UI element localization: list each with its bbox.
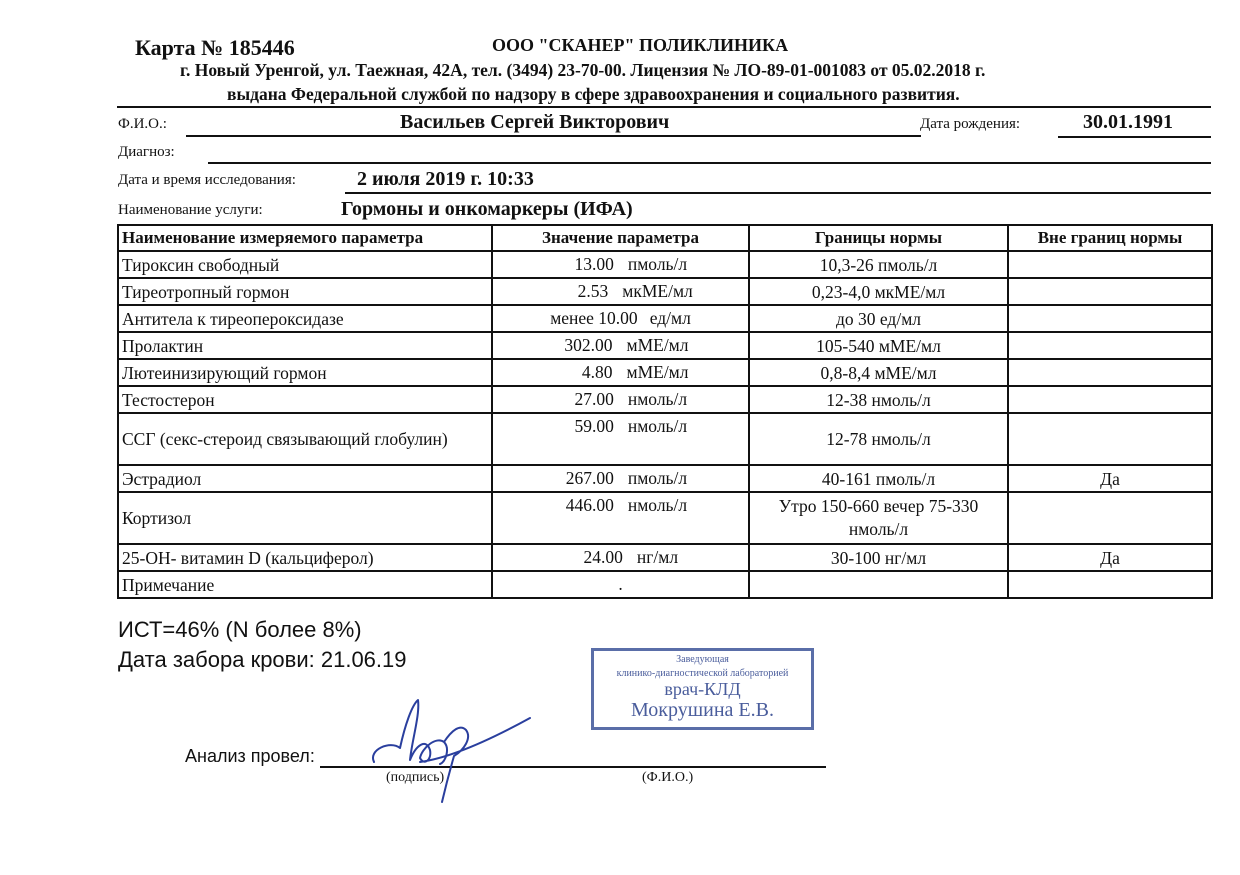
- param-flag: [1008, 359, 1212, 386]
- value-number: 27.00: [574, 389, 614, 409]
- analysis-by-label: Анализ провел:: [185, 746, 315, 766]
- value-number: менее 10.00: [550, 308, 638, 328]
- value-unit: нг/мл: [636, 547, 679, 567]
- value-number: 59.00: [574, 416, 614, 436]
- value-unit: мМЕ/мл: [626, 362, 689, 382]
- param-value: [492, 305, 749, 332]
- value-number: 302.00: [564, 335, 613, 355]
- service-label: Наименование услуги:: [118, 202, 263, 218]
- table-row: [118, 465, 1212, 492]
- value-number: 13.00: [574, 254, 614, 274]
- param-flag: [1008, 492, 1212, 544]
- value-unit: пмоль/л: [627, 468, 688, 488]
- signature-stroke: [373, 700, 530, 802]
- patient-dob: 30.01.1991: [1083, 111, 1173, 133]
- col-header-value: Значение параметра: [492, 225, 749, 251]
- param-value: [492, 465, 749, 492]
- param-norm: 12-38 нмоль/л: [749, 386, 1008, 413]
- param-flag: [1008, 251, 1212, 278]
- table-row: [118, 492, 1212, 544]
- table-row: [118, 251, 1212, 278]
- stamp-line3: врач-КЛД: [664, 679, 741, 699]
- table-row: [118, 332, 1212, 359]
- param-norm: 10,3-26 пмоль/л: [749, 251, 1008, 278]
- param-name: Антитела к тиреопероксидазе: [118, 305, 492, 332]
- study-date: 2 июля 2019 г. 10:33: [357, 168, 534, 190]
- results-table: [117, 224, 1213, 599]
- signature-caption: (подпись): [386, 770, 445, 785]
- value-number: 2.53: [577, 281, 609, 301]
- value-unit: нмоль/л: [627, 495, 688, 515]
- service-name: Гормоны и онкомаркеры (ИФА): [341, 198, 633, 220]
- param-flag: [1008, 571, 1212, 598]
- param-flag: [1008, 278, 1212, 305]
- table-header-row: [118, 225, 1212, 251]
- patient-fio: Васильев Сергей Викторович: [400, 111, 670, 133]
- col-header-out-of-range: Вне границ нормы: [1008, 225, 1212, 251]
- param-name: 25-ОН- витамин D (кальциферол): [118, 544, 492, 571]
- col-header-parameter: Наименование измеряемого параметра: [118, 225, 492, 251]
- param-flag: [1008, 413, 1212, 465]
- value-number: 24.00: [583, 547, 623, 567]
- param-norm: 40-161 пмоль/л: [749, 465, 1008, 492]
- license-issuer: выдана Федеральной службой по надзору в сфере здравоохранения и социального развития.: [227, 84, 960, 104]
- param-norm: 0,23-4,0 мкМЕ/мл: [749, 278, 1008, 305]
- card-number: Карта № 185446: [135, 35, 295, 60]
- param-value: [492, 278, 749, 305]
- param-value: [492, 571, 749, 598]
- table-row: [118, 305, 1212, 332]
- param-flag: [1008, 386, 1212, 413]
- param-name: Примечание: [118, 571, 492, 598]
- param-norm: 30-100 нг/мл: [749, 544, 1008, 571]
- dob-underline: [1058, 136, 1211, 138]
- table-row: [118, 544, 1212, 571]
- table-row: [118, 413, 1212, 465]
- param-value: [492, 332, 749, 359]
- value-unit: ед/мл: [649, 308, 691, 328]
- clinic-address: г. Новый Уренгой, ул. Таежная, 42А, тел. (3494) 23-70-00. Лицензия № ЛО-89-01-001083 от 05.02.2018 г.: [180, 60, 986, 80]
- table-row: [118, 571, 1212, 598]
- param-value: [492, 251, 749, 278]
- fio-caption: (Ф.И.О.): [642, 770, 694, 785]
- param-name: ССГ (секс-стероид связывающий глобулин): [118, 413, 492, 465]
- param-norm: Утро 150-660 вечер 75-330 нмоль/л: [749, 492, 1008, 544]
- param-value: [492, 413, 749, 465]
- table-row: [118, 386, 1212, 413]
- clinic-name: ООО "СКАНЕР" ПОЛИКЛИНИКА: [492, 35, 789, 55]
- param-value: [492, 544, 749, 571]
- param-flag: Да: [1008, 465, 1212, 492]
- param-name: Эстрадиол: [118, 465, 492, 492]
- param-value: [492, 492, 749, 544]
- value-unit: мкМЕ/мл: [622, 281, 693, 301]
- value-number: .: [618, 574, 623, 594]
- param-name: Тестостерон: [118, 386, 492, 413]
- diagnosis-label: Диагноз:: [118, 144, 175, 160]
- stamp-line2: клинико-диагностической лабораторией: [616, 668, 789, 679]
- header-divider: [117, 106, 1211, 108]
- table-row: [118, 278, 1212, 305]
- value-number: 446.00: [565, 495, 614, 515]
- blood-date-note: Дата забора крови: 21.06.19: [118, 647, 407, 672]
- stamp-line4: Мокрушина Е.В.: [631, 699, 774, 721]
- value-unit: мМЕ/мл: [626, 335, 689, 355]
- param-value: [492, 359, 749, 386]
- study-date-underline: [345, 192, 1211, 194]
- value-unit: нмоль/л: [627, 416, 688, 436]
- lab-stamp: [591, 648, 814, 730]
- param-flag: [1008, 332, 1212, 359]
- study-date-label: Дата и время исследования:: [118, 172, 296, 188]
- stamp-line1: Заведующая: [676, 654, 729, 665]
- value-unit: пмоль/л: [627, 254, 688, 274]
- param-name: Лютеинизирующий гормон: [118, 359, 492, 386]
- dob-label: Дата рождения:: [920, 116, 1021, 132]
- param-name: Кортизол: [118, 492, 492, 544]
- param-norm: 12-78 нмоль/л: [749, 413, 1008, 465]
- handwritten-signature: [360, 690, 540, 810]
- param-name: Тироксин свободный: [118, 251, 492, 278]
- param-norm: 105-540 мМЕ/мл: [749, 332, 1008, 359]
- param-value: [492, 386, 749, 413]
- param-norm: [749, 571, 1008, 598]
- diagnosis-underline: [208, 162, 1211, 164]
- table-row: [118, 359, 1212, 386]
- ist-note: ИСТ=46% (N более 8%): [118, 617, 362, 642]
- fio-label: Ф.И.О.:: [118, 116, 167, 132]
- value-number: 267.00: [565, 468, 614, 488]
- param-norm: 0,8-8,4 мМЕ/мл: [749, 359, 1008, 386]
- param-flag: [1008, 305, 1212, 332]
- value-number: 4.80: [581, 362, 613, 382]
- value-unit: нмоль/л: [627, 389, 688, 409]
- param-name: Тиреотропный гормон: [118, 278, 492, 305]
- col-header-norm: Границы нормы: [749, 225, 1008, 251]
- param-name: Пролактин: [118, 332, 492, 359]
- fio-underline: [186, 135, 921, 137]
- param-norm: до 30 ед/мл: [749, 305, 1008, 332]
- param-flag: Да: [1008, 544, 1212, 571]
